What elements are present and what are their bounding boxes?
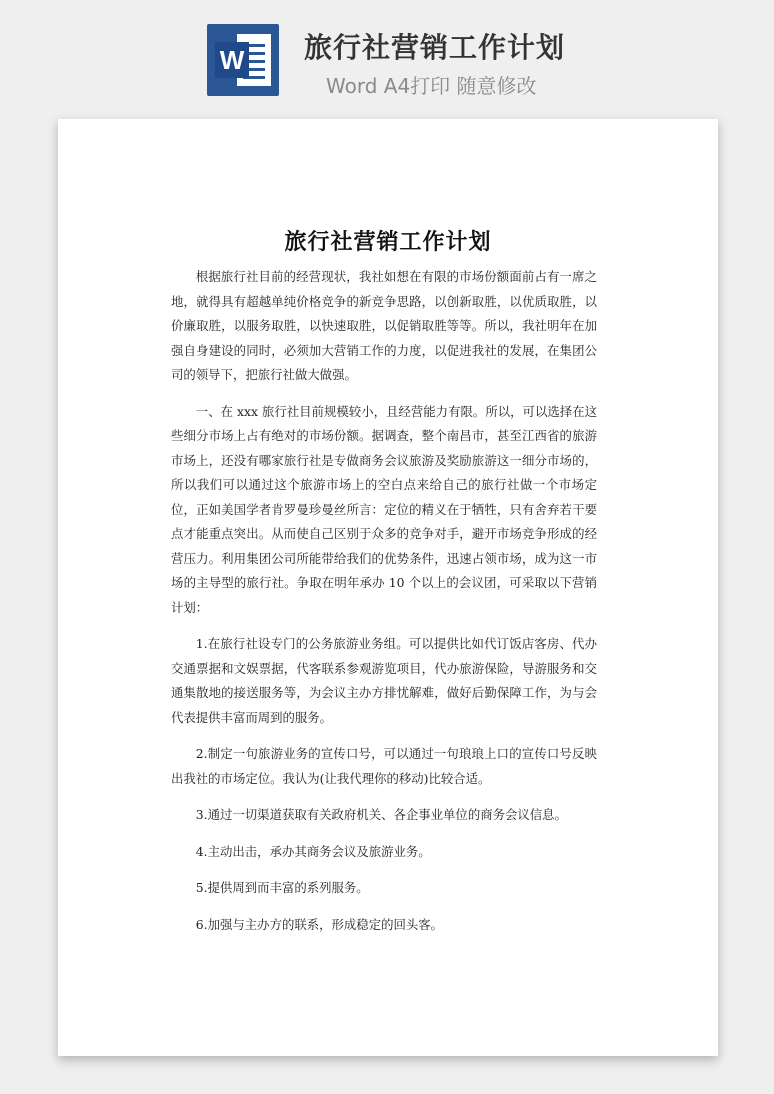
paragraph-item-6: 6.加强与主办方的联系，形成稳定的回头客。 bbox=[195, 916, 444, 932]
paragraph-item-4: 4.主动出击，承办其商务会议及旅游业务。 bbox=[195, 843, 431, 859]
document-body bbox=[171, 265, 597, 949]
paragraph-item-5: 5.提供周到而丰富的系列服务。 bbox=[195, 880, 369, 895]
paragraph-item-3: 3.通过一切渠道获取有关政府机关、各企事业单位的商务会议信息。 bbox=[195, 807, 567, 822]
paragraph-item-1: 1.在旅行社设专门的公务旅游业务组。可以提供比如代订饭店客房、代办交通票据和文娱票据，代客联系参观游览项目，代办旅游保险，导游服务和交通集散地的接送服务等，为会议主办方排忧解难，做好后勤保障工作，为与会代表提供丰富而周到的服务。 bbox=[171, 636, 597, 725]
paragraph-section-1: 一、在 xxx 旅行社目前规模较小，且经营能力有限。所以，可以选择在这些细分市场上占有绝对的市场份额。据调查，整个南昌市，甚至江西省的旅游市场上，还没有哪家旅行社是专做商务会议旅游及奖励旅游这一细分市场的，所以我们可以通过这个旅游市场上的空白点来给自己的旅行社做一个市场定位，正如美国学者肯罗曼珍曼丝所言：定位的精义在于牺牲，只有舍弃若干要点才能重点突出。从而使自己区别于众多的竞争对手，避开市场竞争形成的经营压力。利用集团公司所能带给我们的优势条件，迅速占领市场，成为这一市场的主导型的旅行社。争取在明年承办 10 个以上的会议团，可采取以下营销计划： bbox=[171, 403, 597, 615]
paragraph-intro: 根据旅行社目前的经营现状，我社如想在有限的市场份额面前占有一席之地，就得具有超越单纯价格竞争的新竞争思路，以创新取胜，以优质取胜，以价廉取胜，以服务取胜，以快速取胜，以促销取胜等等。所以，我社明年在加强自身建设的同时，必须加大营销工作的力度，以促进我社的发展，在集团公司的领导下，把旅行社做大做强。 bbox=[171, 269, 597, 382]
word-letter-badge: W bbox=[215, 42, 249, 78]
document-page bbox=[58, 119, 718, 1056]
word-document-icon bbox=[207, 24, 279, 96]
preview-header bbox=[0, 0, 774, 110]
header-title: 旅行社营销工作计划 bbox=[304, 31, 566, 64]
header-subtitle: Word A4打印 随意修改 bbox=[326, 74, 537, 98]
document-title: 旅行社营销工作计划 bbox=[284, 229, 492, 255]
paragraph-item-2: 2.制定一句旅游业务的宣传口号，可以通过一句琅琅上口的宣传口号反映出我社的市场定位。我认为(让我代理你的移动)比较合适。 bbox=[171, 746, 597, 786]
